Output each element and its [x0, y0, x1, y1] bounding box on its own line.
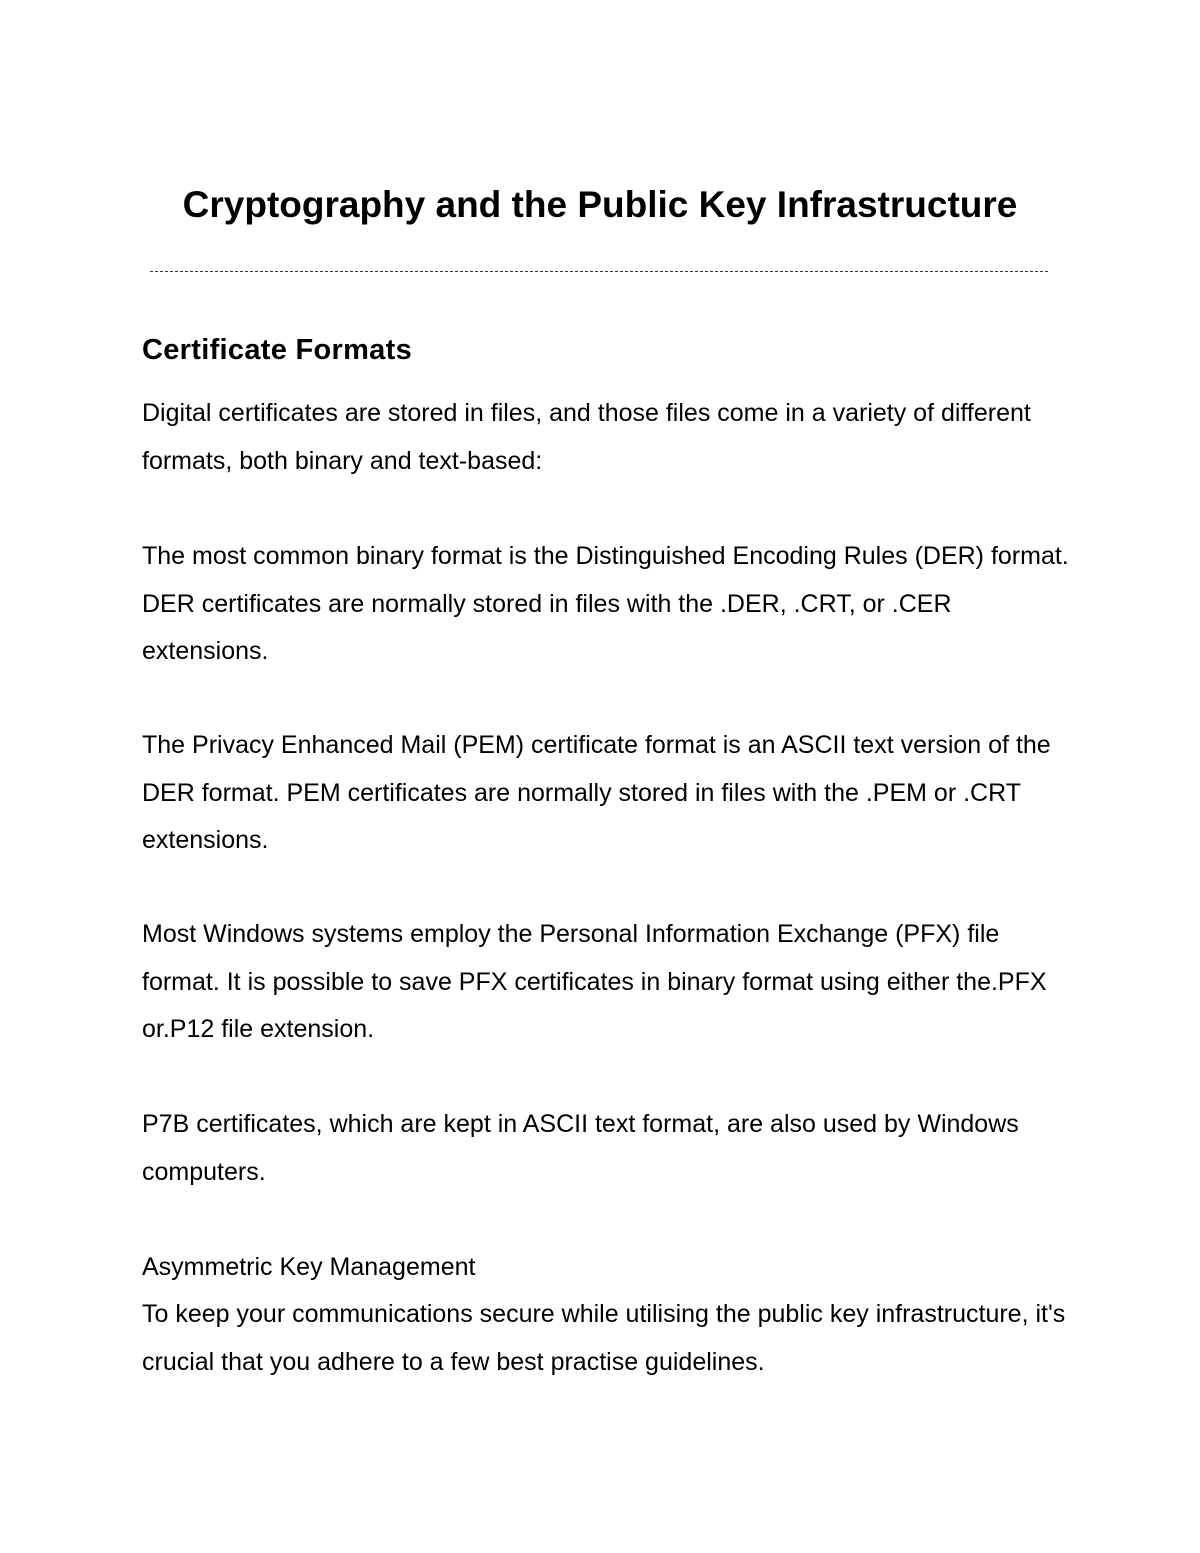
paragraph-p7b: P7B certificates, which are kept in ASCII text format, are also used by Windows computers.: [142, 1110, 1019, 1186]
section-heading: Certificate Formats: [142, 334, 412, 366]
paragraph-pfx: Most Windows systems employ the Personal Information Exchange (PFX) file format. It is possible to save PFX certificates in binary format using either the.PFX or.P12 file extension.: [142, 920, 1047, 1043]
paragraph-pem: The Privacy Enhanced Mail (PEM) certificate format is an ASCII text version of the DER format. PEM certificates are normally stored in files with the .PEM or .CRT extensions.: [142, 731, 1051, 854]
paragraph-intro: Digital certificates are stored in files, and those files come in a variety of different formats, both binary and text-based:: [142, 399, 1031, 475]
subheading-key-management: Asymmetric Key Management: [142, 1253, 476, 1281]
document-title: Cryptography and the Public Key Infrastructure: [182, 184, 1018, 225]
paragraph-der: The most common binary format is the Distinguished Encoding Rules (DER) format. DER certificates are normally stored in files with the .DER, .CRT, or .CER extensions.: [142, 542, 1069, 665]
title-divider: [150, 271, 1048, 272]
paragraph-closing: To keep your communications secure while utilising the public key infrastructure, it's crucial that you adhere to a few best practise guidelines.: [142, 1300, 1066, 1376]
